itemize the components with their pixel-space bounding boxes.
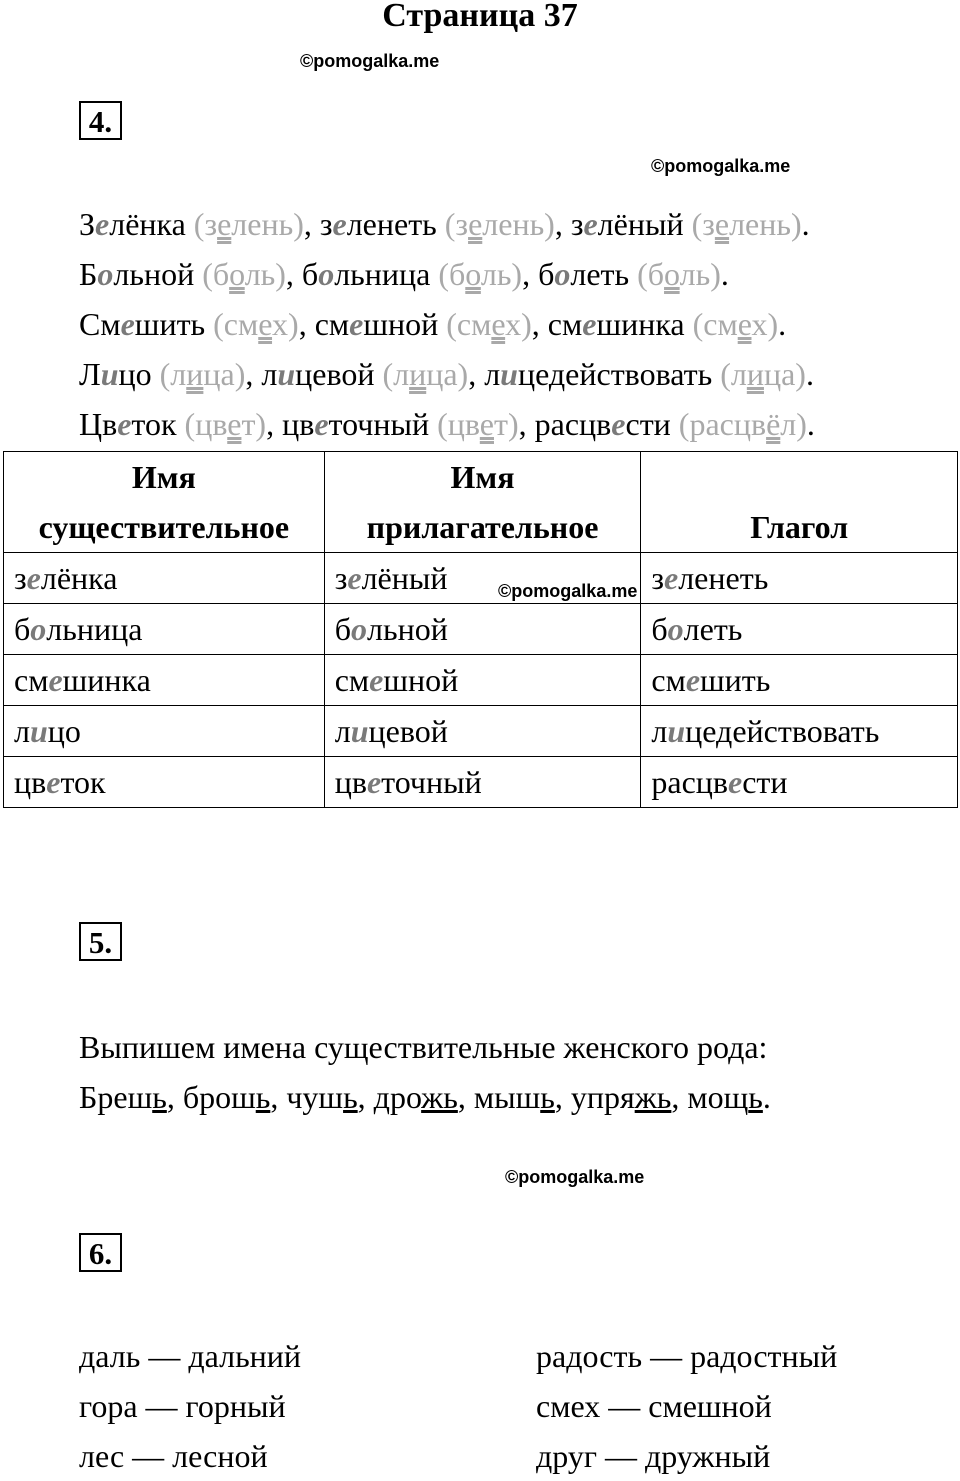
watermark: ©pomogalka.me	[505, 1167, 645, 1187]
watermark: ©pomogalka.me	[300, 51, 440, 71]
table-cell: болеть	[641, 604, 958, 655]
table-cell: смешной	[324, 655, 641, 706]
ex6-pair: друг — дружный	[536, 1438, 771, 1474]
table-row	[4, 604, 958, 655]
table-cell: цветочный	[324, 757, 641, 808]
table-row	[4, 706, 958, 757]
table-cell: больной	[324, 604, 641, 655]
ex6-pair: смех — смешной	[536, 1388, 772, 1424]
ex4-line-4: Лицо (лица), лицевой (лица), лицедействовать (лица).	[79, 356, 814, 392]
table-cell: лицедействовать	[641, 706, 958, 757]
ex6-pair: лес — лесной	[79, 1438, 268, 1474]
table-cell: зеленеть	[641, 553, 958, 604]
exercise-number-5: 5.	[79, 922, 122, 961]
table-cell: смешинка	[4, 655, 325, 706]
ex4-line-2: Больной (боль), больница (боль), болеть (боль).	[79, 256, 729, 292]
ex6-pair: радость — радостный	[536, 1338, 838, 1374]
table-cell: смешить	[641, 655, 958, 706]
ex6-pair: даль — дальний	[79, 1338, 302, 1374]
exercise-number-6: 6.	[79, 1233, 122, 1272]
header-adjective: Имя прилагательное	[324, 452, 641, 553]
table-cell: зелёнка	[4, 553, 325, 604]
table-row	[4, 553, 958, 604]
watermark: ©pomogalka.me	[651, 156, 791, 176]
table-row	[4, 757, 958, 808]
table-cell: лицо	[4, 706, 325, 757]
header-noun: Имя существительное	[4, 452, 325, 553]
table-cell: лицевой	[324, 706, 641, 757]
table-cell: расцвести	[641, 757, 958, 808]
ex5-line-1: Выпишем имена существительные женского рода:	[79, 1029, 768, 1065]
ex6-pair: гора — горный	[79, 1388, 286, 1424]
ex5-line-2: Брешь, брошь, чушь, дрожь, мышь, упряжь, мощь.	[79, 1079, 771, 1115]
table-cell: зелёный ©pomogalka.me	[324, 553, 641, 604]
table-cell: цветок	[4, 757, 325, 808]
ex4-lines	[79, 199, 815, 449]
header-verb: Глагол	[641, 452, 958, 553]
page-title: Страница 37	[382, 0, 578, 34]
table-row	[4, 655, 958, 706]
ex6-left-column	[79, 1331, 301, 1481]
ex4-line-1: Зелёнка (зелень), зеленеть (зелень), зелёный (зелень).	[79, 206, 810, 242]
ex4-line-3: Смешить (смех), смешной (смех), смешинка (смех).	[79, 306, 787, 342]
ex4-line-5: Цветок (цвет), цветочный (цвет), расцвести (расцвёл).	[79, 406, 815, 442]
exercise-number-4: 4.	[79, 101, 122, 140]
table-header-row	[4, 452, 958, 553]
ex5-text	[79, 1022, 771, 1122]
ex6-right-column	[536, 1331, 837, 1481]
table-cell: больница	[4, 604, 325, 655]
word-table	[3, 451, 958, 808]
watermark: ©pomogalka.me	[498, 581, 638, 601]
